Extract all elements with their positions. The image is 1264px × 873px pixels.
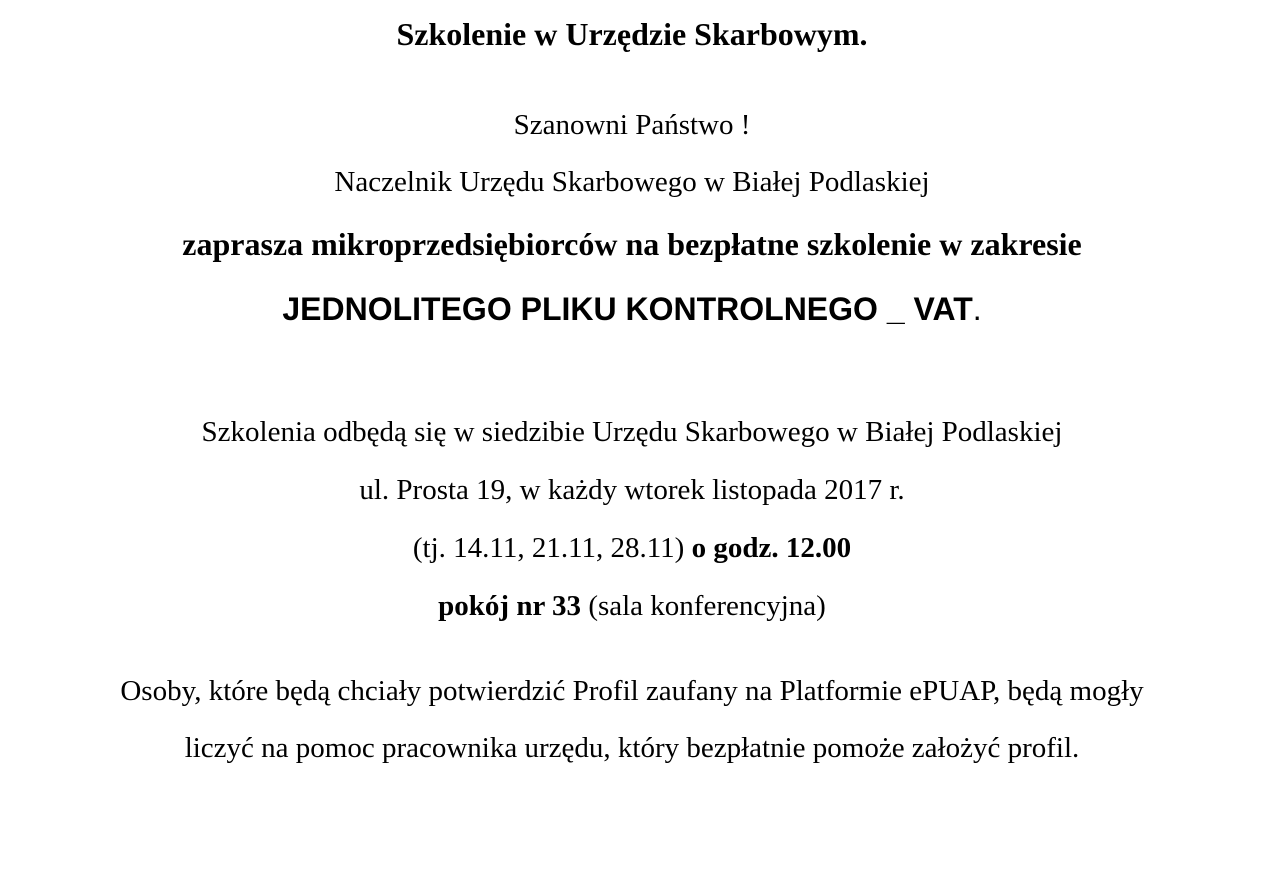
greeting: Szanowni Państwo !: [513, 109, 751, 141]
training-topic-name: JEDNOLITEGO PLIKU KONTROLNEGO _ VAT: [282, 291, 973, 327]
room-description: (sala konferencyjna): [581, 590, 826, 622]
training-dates-list: (tj. 14.11, 21.11, 28.11): [412, 532, 692, 564]
training-location: Szkolenia odbędą się w siedzibie Urzędu Skarbowego w Białej Podlaskiej: [201, 416, 1063, 448]
invitation-text: zaprasza mikroprzedsiębiorców na bezpłatne szkolenie w zakresie: [182, 226, 1082, 262]
training-dates: [0, 532, 1264, 565]
training-room: [0, 590, 1264, 623]
document-title: Szkolenie w Urzędzie Skarbowym.: [396, 16, 868, 52]
training-topic: [0, 291, 1264, 328]
epuap-note-line-1: Osoby, które będą chciały potwierdzić Profil zaufany na Platformie ePUAP, będą mogły: [120, 675, 1144, 707]
chief-of-office: Naczelnik Urzędu Skarbowego w Białej Podlaskiej: [334, 166, 930, 198]
room-number: pokój nr 33: [438, 590, 582, 622]
training-time: o godz. 12.00: [691, 532, 852, 564]
epuap-note-line-2: liczyć na pomoc pracownika urzędu, który bezpłatnie pomoże założyć profil.: [184, 732, 1080, 764]
training-address: ul. Prosta 19, w każdy wtorek listopada 2017 r.: [359, 474, 905, 506]
training-topic-period: .: [972, 291, 982, 327]
